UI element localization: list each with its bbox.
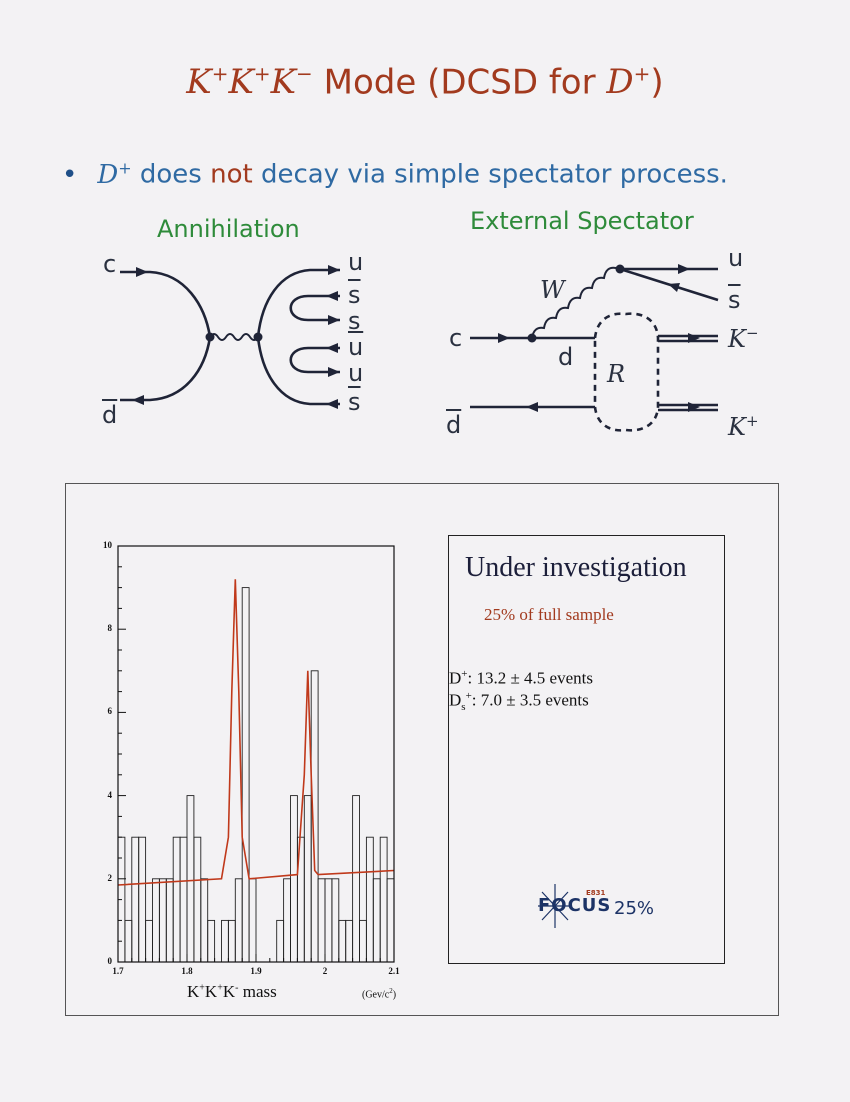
ds-yield: $D_s^+$: 7.0 ± 3.5 events: [449, 690, 589, 714]
x-tick-label: 1.8: [181, 966, 193, 976]
annihilation-c-label: c: [103, 250, 117, 278]
dplus-yield: D+: 13.2 ± 4.5 events: [449, 668, 593, 688]
ext-w-label: W: [540, 276, 565, 304]
ext-c-label: c: [449, 324, 463, 352]
annihilation-quark-ubar: $\overline{u}$: [348, 333, 364, 361]
sample-fraction: 25% of full sample: [484, 605, 614, 624]
ext-u-label: u: [728, 244, 744, 272]
annihilation-label: Annihilation: [157, 215, 300, 243]
y-tick-label: 6: [107, 706, 112, 717]
ext-kplus-label: K+: [728, 412, 759, 441]
x-tick-label: 1.9: [250, 966, 262, 976]
x-tick-label: 1.7: [112, 966, 124, 976]
annihilation-dbar-label: $\overline{d}$: [102, 401, 118, 429]
x-axis-unit: $(Gev/c^2)$: [362, 987, 397, 1001]
bullet-dot: •: [62, 159, 78, 190]
x-tick-label: 2: [322, 966, 328, 976]
y-tick-label: 8: [107, 623, 112, 634]
annihilation-quark-u: u: [348, 359, 364, 387]
investigation-title: Under investigation: [465, 552, 687, 583]
focus-logo: FOCUS: [538, 895, 612, 916]
page-title: K+K+K− Mode (DCSD for D+): [186, 62, 664, 103]
ext-dbar-label: $\overline{d}$: [446, 411, 462, 439]
ext-kminus-label: K−: [728, 324, 759, 353]
y-tick-label: 2: [107, 872, 112, 883]
annihilation-quark-sbar: $\overline{s}$: [348, 281, 361, 309]
external-spectator-label: External Spectator: [470, 207, 694, 235]
x-tick-label: 2.1: [388, 966, 400, 976]
annihilation-quark-s: s: [348, 307, 361, 335]
y-tick-label: 10: [103, 540, 112, 550]
bullet-statement: • D+ does not decay via simple spectator process.: [62, 158, 728, 190]
annihilation-quark-u: u: [348, 248, 364, 276]
focus-experiment-tag: E831: [586, 889, 606, 897]
y-tick-label: 4: [107, 789, 112, 800]
x-axis-label: K+K+K- mass: [187, 982, 277, 1001]
focus-percent: 25%: [614, 898, 655, 919]
annihilation-quark-sbar: $\overline{s}$: [348, 388, 361, 416]
ext-sbar-label: $\overline{s}$: [728, 286, 741, 314]
y-tick-label: 0: [107, 956, 112, 966]
ext-r-label: R: [607, 360, 626, 388]
ext-d-label: d: [558, 343, 574, 371]
